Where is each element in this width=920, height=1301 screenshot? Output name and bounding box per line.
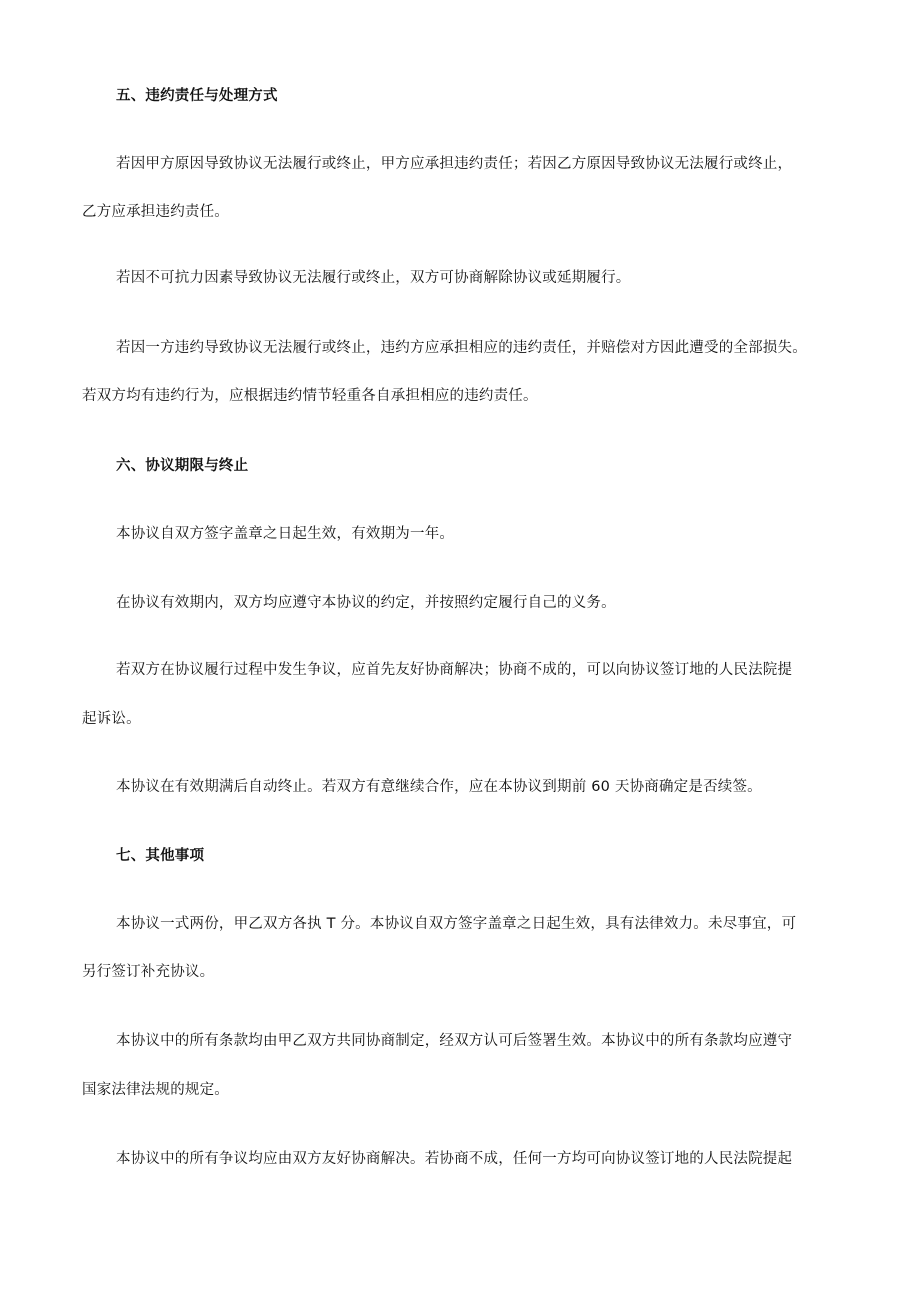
paragraph-line: 本协议在有效期满后自动终止。若双方有意继续合作，应在本协议到期前 60 天协商确定是否续签。: [116, 779, 762, 795]
paragraph-line: 若因甲方原因导致协议无法履行或终止，甲方应承担违约责任；若因乙方原因导致协议无法履行或终止，: [116, 156, 793, 172]
paragraph-line: 若因不可抗力因素导致协议无法履行或终止，双方可协商解除协议或延期履行。: [116, 270, 631, 286]
paragraph-line: 本协议中的所有争议均应由双方友好协商解决。若协商不成，任何一方均可向协议签订地的人民法院提起: [116, 1151, 793, 1167]
section-heading: 七、其他事项: [116, 848, 205, 864]
section-heading: 六、协议期限与终止: [116, 458, 249, 474]
paragraph-line: 本协议中的所有条款均由甲乙双方共同协商制定，经双方认可后签署生效。本协议中的所有条款均应遵守: [116, 1033, 793, 1049]
section-heading: 五、违约责任与处理方式: [116, 88, 278, 104]
paragraph-line: 本协议一式两份，甲乙双方各执 T 分。本协议自双方签字盖章之日起生效，具有法律效力。未尽事宜，可: [116, 916, 797, 932]
paragraph-line: 若双方在协议履行过程中发生争议，应首先友好协商解决；协商不成的，可以向协议签订地的人民法院提: [116, 662, 793, 678]
paragraph-line: 本协议自双方签字盖章之日起生效，有效期为一年。: [116, 526, 455, 542]
paragraph-line: 另行签订补充协议。: [82, 964, 215, 980]
paragraph-line: 国家法律法规的规定。: [82, 1082, 229, 1098]
paragraph-line: 在协议有效期内，双方均应遵守本协议的约定，并按照约定履行自己的义务。: [116, 595, 616, 611]
paragraph-line: 起诉讼。: [82, 711, 141, 727]
paragraph-line: 若双方均有违约行为，应根据违约情节轻重各自承担相应的违约责任。: [82, 388, 538, 404]
paragraph-line: 乙方应承担违约责任。: [82, 204, 229, 220]
paragraph-line: 若因一方违约导致协议无法履行或终止，违约方应承担相应的违约责任，并赔偿对方因此遭受的全部损失。: [116, 340, 807, 356]
